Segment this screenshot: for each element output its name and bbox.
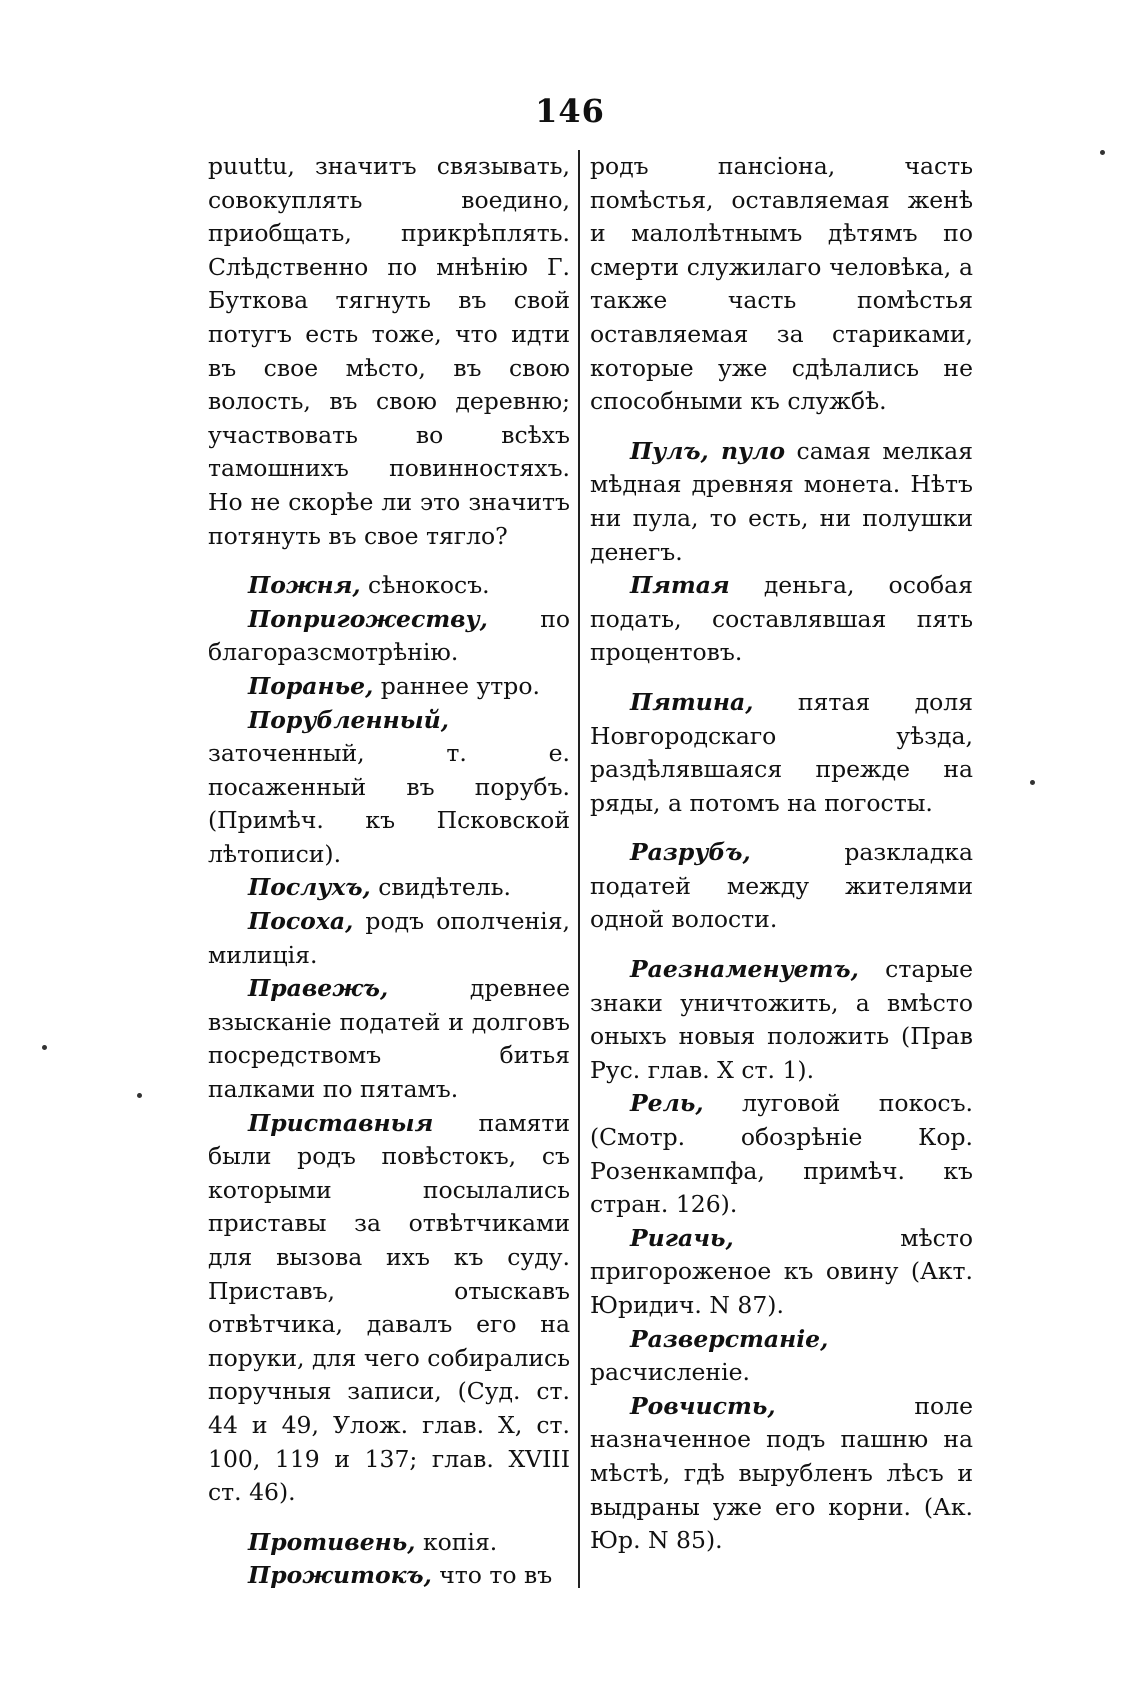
dictionary-entry [590,150,973,419]
dictionary-entry [590,1323,973,1390]
print-speck [1100,150,1105,155]
entry-text: поле назначенное подъ пашню на мѣстѣ, гдѣ вырубленъ лѣсъ и выдраны уже его корни. (Ак. Юр. N 85). [590,1391,973,1555]
entry-text: самая мелкая мѣдная древняя монета. Нѣтъ ни пула, то есть, ни полушки денегъ. [590,436,973,566]
entry-headword: Ровчисть, [630,1391,776,1420]
dictionary-entry [208,1559,570,1593]
left-column [208,150,570,1593]
dictionary-entry [590,836,973,937]
entry-text: пятая доля Новгородскаго уѣзда, раздѣлявшаяся прежде на ряды, а потомъ на погосты. [590,687,973,817]
page-number: 146 [535,92,605,130]
entry-headword: Поранье, [248,671,374,700]
entry-text: сѣнокосъ. [360,571,490,600]
dictionary-entry [590,953,973,1087]
entry-text: разкладка податей между жителями одной волости. [590,838,973,934]
dictionary-entry [590,1087,973,1221]
dictionary-entry [208,670,570,704]
entry-headword: Противень, [248,1527,416,1556]
entry-text: мѣсто пригороженое къ овину (Акт. Юридич. N 87). [590,1223,973,1319]
entry-headword: Пятина, [630,687,754,716]
dictionary-entry [208,972,570,1106]
entry-headword: Ригачь, [630,1223,734,1252]
print-speck [42,1045,47,1050]
entry-headword: Попригожеству, [248,604,488,633]
entry-text: древнее взысканіе податей и долговъ посредствомъ битья палками по пятамъ. [208,974,570,1104]
entry-text: свидѣтель. [370,873,511,902]
dictionary-entry [208,905,570,972]
dictionary-entry [590,1222,973,1323]
entry-headword: Разрубъ, [630,838,751,867]
entry-text: родъ ополченія, милиція. [208,907,570,969]
entry-text: puuttu, значитъ связывать, совокуплять воедино, приобщать, прикрѣплять. Слѣдственно по мнѣнію Г. Буткова тягнуть въ свой потугъ есть тоже, что идти въ свое мѣсто, въ свою волость, въ свою деревню; участвовать во всѣхъ тамошнихъ повинностяхъ. Но не скорѣе ли это значитъ потянуть въ свое тягло? [208,152,570,550]
dictionary-entry [208,1526,570,1560]
dictionary-entry [590,569,973,670]
dictionary-entry [208,871,570,905]
entry-text: раннее утро. [373,671,540,700]
print-speck [137,1093,142,1098]
entry-text: старые знаки уничтожить, а вмѣсто оныхъ новыя положить (Прав Рус. глав. X ст. 1). [590,955,973,1084]
entry-text: памяти были родъ повѣстокъ, съ которыми посылались приставы за отвѣтчиками для вызова ихъ къ суду. Приставъ, отыскавъ отвѣтчика, давалъ его на поруки, для чего собирались поручныя записи, (Суд. ст. 44 и 49, Улож. глав. X, ст. 100, 119 и 137; глав. XVIII ст. 46). [208,1108,570,1507]
dictionary-entry [208,1107,570,1510]
entry-headword: Рель, [630,1089,704,1118]
entry-text: по благоразсмотрѣнію. [208,604,570,667]
dictionary-entry [590,435,973,569]
entry-headword: Раезнаменуетъ, [630,955,859,984]
entry-headword: Приставныя [248,1108,434,1137]
entry-headword: Пятая [630,571,730,600]
entry-text: деньга, особая подать, составлявшая пять процентовъ. [590,571,973,667]
dictionary-entry [590,686,973,820]
entry-text: родъ пансіона, часть помѣстья, оставляемая женѣ и малолѣтнымъ дѣтямъ по смерти служилаго человѣка, а также часть помѣстья оставляемая за стариками, которые уже сдѣлались не способными къ службѣ. [590,152,973,416]
dictionary-entry [208,704,570,872]
entry-text: расчисленіе. [590,1358,750,1387]
entry-text: заточенный, т. е. посаженный въ порубъ. (Примѣч. къ Псковской лѣтописи). [208,739,570,868]
entry-headword: Пулъ, пуло [630,436,785,465]
entry-headword: Разверстаніе, [630,1324,829,1353]
dictionary-entry [590,1390,973,1558]
entry-text: луговой покосъ. (Смотр. обозрѣніе Кор. Розенкампфа, примѣч. къ стран. 126). [590,1089,973,1219]
print-speck [1030,780,1035,785]
entry-headword: Посоха, [248,907,354,936]
entry-headword: Пожня, [248,571,361,600]
dictionary-entry [208,150,570,553]
column-divider [578,150,580,1588]
entry-headword: Порубленный, [248,705,449,734]
entry-text: копія. [415,1527,498,1556]
entry-text: что то въ [431,1561,553,1590]
dictionary-entry [208,603,570,670]
right-column [590,150,973,1558]
entry-headword: Правежъ, [248,974,389,1003]
dictionary-entry [208,569,570,603]
entry-headword: Прожитокъ, [248,1561,432,1590]
entry-headword: Послухъ, [248,873,371,902]
